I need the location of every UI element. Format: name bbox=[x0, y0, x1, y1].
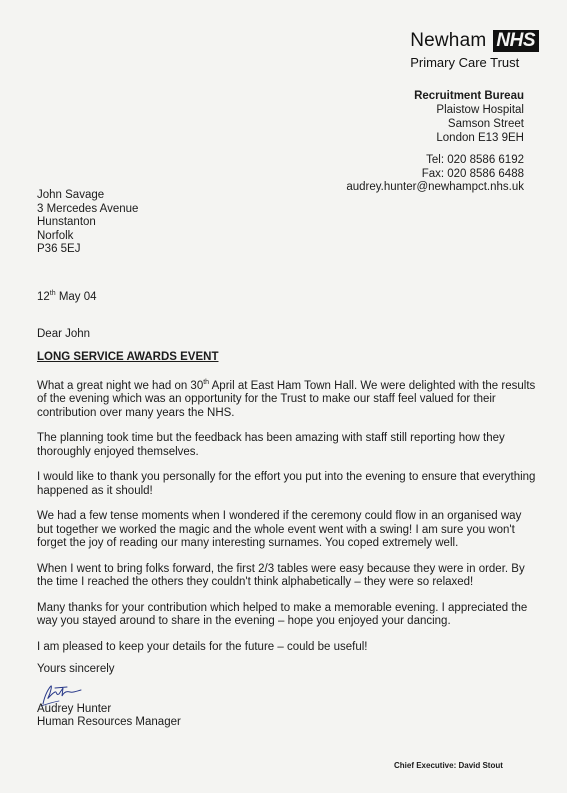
signer-name: Audrey Hunter bbox=[37, 703, 112, 715]
signer-block bbox=[37, 703, 181, 729]
p1-sup: th bbox=[203, 379, 210, 386]
subject-heading: LONG SERVICE AWARDS EVENT bbox=[37, 351, 219, 363]
recipient-postcode: P36 5EJ bbox=[37, 243, 81, 255]
sender-address-line: Samson Street bbox=[447, 118, 524, 130]
date-suffix: th bbox=[49, 290, 56, 297]
recipient-address-line: Hunstanton bbox=[37, 216, 96, 228]
sender-address-line: Plaistow Hospital bbox=[436, 104, 524, 116]
sender-address bbox=[414, 89, 524, 145]
body-paragraph: Many thanks for your contribution which helped to make a memorable evening. I appreciated the way you stayed around to share in the evening – hope you enjoyed your dancing. bbox=[37, 601, 528, 628]
letter-body bbox=[37, 376, 537, 666]
recipient-address-line: 3 Mercedes Avenue bbox=[37, 202, 139, 215]
salutation: Dear John bbox=[37, 328, 91, 340]
sender-address-line: London E13 9EH bbox=[436, 132, 524, 144]
recipient-address bbox=[37, 189, 138, 257]
logo-row bbox=[410, 30, 539, 52]
recipient-name: John Savage bbox=[37, 189, 105, 201]
letter-date bbox=[37, 290, 97, 303]
trust-name: Primary Care Trust bbox=[410, 55, 520, 70]
sender-contact bbox=[346, 154, 524, 195]
body-paragraph: We had a few tense moments when I wondered if the ceremony could flow in an organised way but together we worked the magic and the whole event went with a swing! I am sure you won't forget the joy of reading our many interesting surnames. You coped extremely well. bbox=[37, 510, 522, 550]
date-day: 12 bbox=[37, 290, 50, 303]
nhs-logo: NHS bbox=[493, 30, 539, 52]
org-name: Newham bbox=[410, 30, 487, 51]
sender-fax: Fax: 020 8586 6488 bbox=[421, 167, 524, 180]
signer-title: Human Resources Manager bbox=[37, 716, 181, 728]
closing: Yours sincerely bbox=[37, 663, 115, 675]
sender-tel: Tel: 020 8586 6192 bbox=[426, 154, 524, 166]
body-paragraph: I would like to thank you personally for the effort you put into the evening to ensure that everything happened as it should! bbox=[37, 471, 536, 497]
body-paragraph bbox=[37, 376, 537, 420]
date-rest: May 04 bbox=[55, 290, 97, 303]
nhs-logo-block bbox=[410, 30, 539, 70]
body-paragraph: The planning took time but the feedback has been amazing with staff still reporting how they thoroughly enjoyed themselves. bbox=[37, 432, 505, 458]
sender-bureau: Recruitment Bureau bbox=[414, 90, 524, 102]
p1-text-a: What a great night we had on 30 bbox=[37, 379, 204, 392]
sender-email: audrey.hunter@newhampct.nhs.uk bbox=[346, 181, 524, 193]
recipient-address-line: Norfolk bbox=[37, 229, 74, 242]
body-paragraph: I am pleased to keep your details for the future – could be useful! bbox=[37, 640, 368, 653]
footer-chief-executive: Chief Executive: David Stout bbox=[394, 761, 503, 770]
p1-text-b: April at East Ham Town Hall. We were delighted with the results of the evening which was an opportunity for the Trust to make our staff feel valued for their contribution over many years the NHS. bbox=[37, 379, 536, 419]
body-paragraph: When I went to bring folks forward, the first 2/3 tables were easy because they were in order. By the time I reached the others they couldn't think alphabetically – they were so relaxed! bbox=[37, 562, 525, 589]
